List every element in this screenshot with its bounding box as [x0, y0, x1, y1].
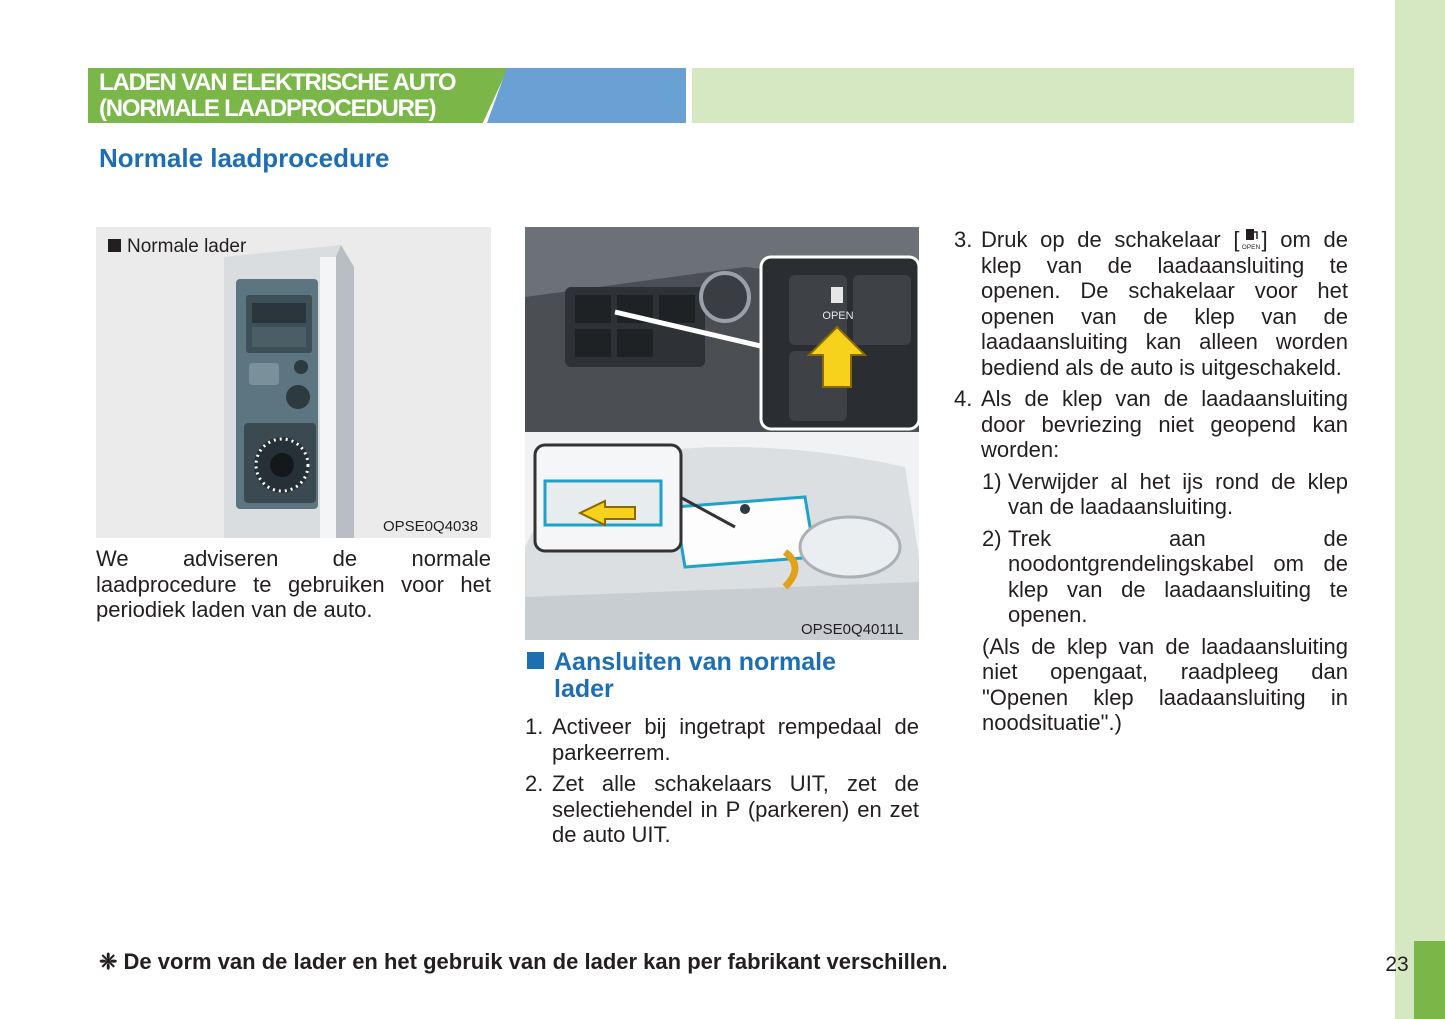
step-text: Zet alle schakelaars UIT, zet de selectiehendel in P (parkeren) en zet de auto UIT. — [552, 771, 919, 847]
intro-line-2: laadprocedure te gebruiken voor het — [96, 571, 491, 597]
intro-paragraph — [96, 546, 491, 623]
step-text: Als de klep van de laadaansluiting door bevriezing niet geopend kan worden: — [981, 386, 1348, 462]
step-number: 4. — [954, 386, 973, 411]
step-item — [954, 386, 1348, 463]
step-number: 3. — [954, 227, 973, 252]
footnote: ❈ De vorm van de lader en het gebruik van de lader kan per fabrikant verschillen. — [99, 949, 948, 974]
icon-open-label: OPEN — [1241, 244, 1260, 251]
subsection-heading-line1 — [527, 649, 836, 676]
substep-item — [982, 469, 1348, 520]
substep-number: 2) — [982, 525, 1002, 551]
parenthetical-note: (Als de klep van de laadaansluiting niet opengaat, raadpleeg dan "Openen klep laadaansluiting in noodsituatie".) — [982, 633, 1348, 735]
header-band-light — [692, 68, 1354, 123]
page-number: 23 — [1385, 953, 1409, 976]
step-number: 1. — [525, 714, 544, 739]
substep-item — [982, 526, 1348, 628]
chapter-title — [99, 70, 455, 122]
step-number: 2. — [525, 771, 544, 796]
figure-label — [108, 236, 246, 258]
figure-code: OPSE0Q4038 — [383, 518, 479, 535]
square-bullet-icon — [527, 652, 544, 669]
substep-number: 1) — [982, 468, 1002, 494]
subsection-heading-text: Aansluiten van normale — [554, 648, 837, 676]
subsection-heading-line2: lader — [554, 675, 614, 703]
side-tab — [1414, 941, 1445, 1019]
intro-line-3: periodiek laden van de auto. — [96, 597, 373, 622]
substep-text: Trek aan de noodontgrendelingskabel om de klep van de laadaansluiting te openen. — [1008, 525, 1348, 627]
chapter-title-line1: LADEN VAN ELEKTRISCHE AUTO — [99, 69, 456, 96]
step-text-part: Druk op de schakelaar [ — [981, 227, 1240, 252]
substep-text: Verwijder al het ijs rond de klep van de laadaansluiting. — [1008, 468, 1348, 519]
steps-right — [954, 227, 1348, 736]
charge-door-illustration — [525, 227, 919, 640]
step-text-part: ] om de klep van de laadaansluiting te openen. De schakelaar voor het openen van de klep van de laadaansluiting kan alleen worden bediend als de auto is uitgeschakeld. — [981, 227, 1348, 380]
square-bullet-icon — [108, 239, 121, 252]
side-strip — [1395, 0, 1445, 1019]
intro-line-1: We adviseren de normale — [96, 546, 491, 571]
step-text: Activeer bij ingetrapt rempedaal de parkeerrem. — [552, 714, 919, 765]
step-item — [525, 771, 919, 848]
steps-middle — [525, 714, 919, 854]
step-text — [981, 227, 1348, 380]
figure-normal-charger — [96, 227, 491, 538]
figure-label-text: Normale lader — [127, 236, 247, 257]
section-title: Normale laadprocedure — [99, 143, 390, 173]
figure-code: OPSE0Q4011L — [801, 621, 904, 638]
charger-illustration — [96, 227, 491, 538]
header-band-blue — [487, 68, 686, 123]
step-item — [954, 227, 1348, 380]
charge-door-open-icon — [1240, 227, 1262, 251]
step-item — [525, 714, 919, 765]
figure-charge-door — [525, 227, 919, 640]
chapter-title-line2: (NORMALE LAADPROCEDURE) — [99, 95, 436, 122]
subsection-heading — [527, 649, 836, 703]
switch-open-label: OPEN — [822, 310, 854, 322]
